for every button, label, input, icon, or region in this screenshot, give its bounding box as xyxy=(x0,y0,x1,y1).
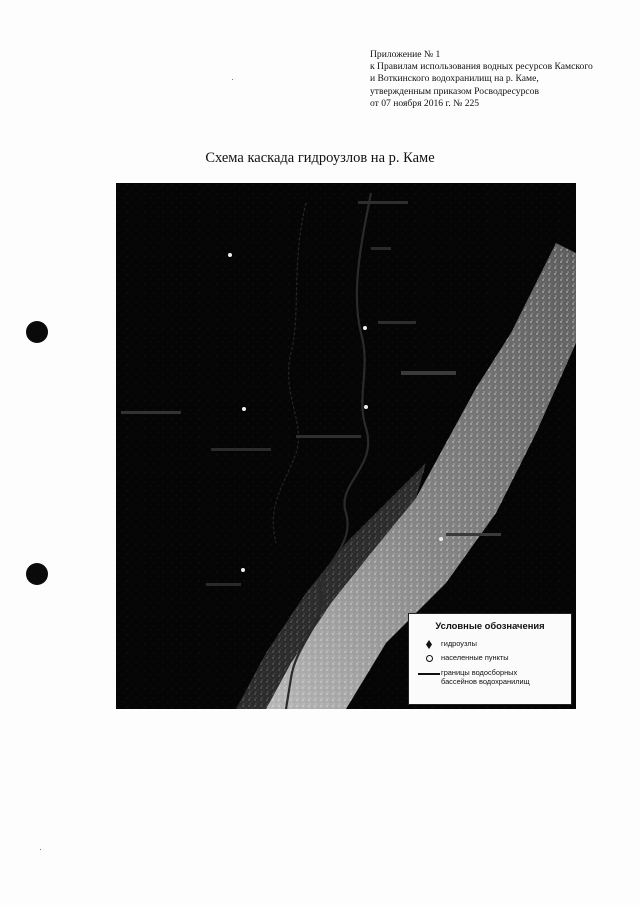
line-icon xyxy=(418,673,440,675)
scan-speck xyxy=(40,849,41,850)
settlement-marker xyxy=(228,253,232,257)
settlement-marker xyxy=(363,326,367,330)
legend-label: населенные пункты xyxy=(441,653,509,662)
settlement-marker xyxy=(241,568,245,572)
scan-speck xyxy=(232,79,233,80)
map-legend xyxy=(408,613,572,705)
header-line: от 07 ноября 2016 г. № 225 xyxy=(370,97,480,109)
punch-hole xyxy=(26,563,48,585)
legend-label: гидроузлы xyxy=(441,639,477,648)
settlement-marker xyxy=(439,537,443,541)
legend-title: Условные обозначения xyxy=(435,620,545,631)
header-line: к Правилам использования водных ресурсов Камского xyxy=(370,61,593,73)
page-title: Схема каскада гидроузлов на р. Каме xyxy=(205,150,435,166)
punch-hole xyxy=(26,321,48,343)
legend-item-boundaries xyxy=(417,669,530,686)
circle-icon xyxy=(426,655,433,662)
settlement-marker xyxy=(364,405,368,409)
settlement-marker xyxy=(242,407,246,411)
diamond-icon xyxy=(426,640,432,649)
legend-item-settlements xyxy=(417,654,509,663)
header-line: Приложение № 1 xyxy=(370,49,441,60)
appendix-header xyxy=(370,49,593,110)
legend-item-hydro xyxy=(417,640,477,649)
header-line: и Воткинского водохранилищ на р. Каме, xyxy=(370,73,539,85)
legend-label: бассейнов водохранилищ xyxy=(441,676,530,686)
legend-label: границы водосборных xyxy=(441,668,518,677)
header-line: утвержденным приказом Росводресурсов xyxy=(370,85,539,97)
